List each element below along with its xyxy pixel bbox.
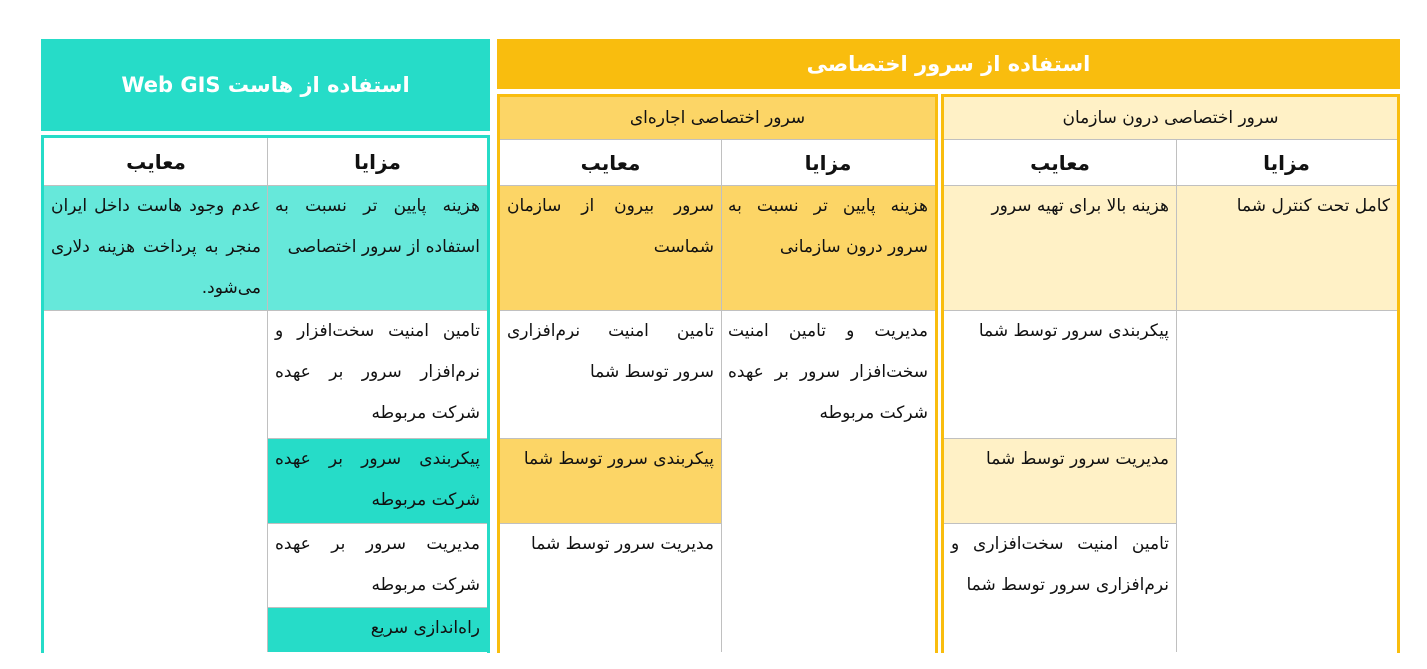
rented-dis-item: تامین امنیت نرم‌افزاری سرور توسط شما — [500, 311, 721, 438]
rented-adv-item: مدیریت و تامین امنیت سخت‌افزار سرور بر عهده شرکت مربوطه — [721, 311, 935, 438]
webgis-dis-item: عدم وجود هاست داخل ایران منجر به پرداخت هزینه دلاری می‌شود. — [44, 186, 268, 310]
inhouse-title: سرور اختصاصی درون سازمان — [944, 97, 1397, 139]
webgis-adv-item: تامین امنیت سخت‌افزار و نرم‌افزار سرور بر عهده شرکت مربوطه — [268, 311, 487, 438]
rented-dis-item: سرور بیرون از سازمان شماست — [500, 186, 721, 310]
rented-dis-header: معایب — [580, 150, 641, 175]
inhouse-dis-header: معایب — [1030, 150, 1090, 175]
inhouse-row-divider — [944, 438, 1176, 439]
rented-col-divider — [721, 140, 722, 652]
inhouse-dis-item: مدیریت سرور توسط شما — [944, 439, 1176, 523]
rented-row-divider — [500, 438, 721, 439]
webgis-title — [41, 39, 490, 131]
rented-dis-item: مدیریت سرور توسط شما — [500, 524, 721, 652]
webgis-row-divider — [44, 185, 487, 186]
rented-title: سرور اختصاصی اجاره‌ای — [500, 97, 935, 139]
inhouse-adv-header: مزایا — [1263, 150, 1310, 175]
rented-row-divider — [500, 185, 935, 186]
rented-row-divider — [500, 139, 935, 140]
webgis-adv-item: پیکربندی سرور بر عهده شرکت مربوطه — [268, 439, 487, 523]
webgis-adv-item: مدیریت سرور بر عهده شرکت مربوطه — [268, 524, 487, 607]
main-title — [497, 39, 1400, 89]
webgis-dis-header: معایب — [126, 149, 186, 174]
rented-dis-item: پیکربندی سرور توسط شما — [500, 439, 721, 523]
inhouse-row-divider — [944, 523, 1176, 524]
webgis-row-divider — [268, 523, 487, 524]
rented-adv-header: مزایا — [804, 150, 852, 175]
webgis-row-divider — [268, 438, 487, 439]
inhouse-dis-item: تامین امنیت سخت‌افزاری و نرم‌افزاری سرور توسط شما — [944, 524, 1176, 652]
rented-row-divider — [500, 310, 935, 311]
webgis-row-divider — [268, 607, 487, 608]
webgis-adv-header: مزایا — [354, 149, 401, 174]
webgis-title-text: استفاده از هاست Web GIS — [121, 73, 410, 97]
inhouse-row-divider — [944, 310, 1397, 311]
inhouse-row-divider — [944, 139, 1397, 140]
inhouse-adv-item: کامل تحت کنترل شما — [1176, 186, 1397, 310]
webgis-adv-item: هزینه پایین تر نسبت به استفاده از سرور اختصاصی — [268, 186, 487, 310]
webgis-col-divider — [267, 138, 268, 652]
rented-row-divider — [500, 523, 721, 524]
main-title-text: استفاده از سرور اختصاصی — [806, 52, 1091, 76]
inhouse-dis-item: پیکربندی سرور توسط شما — [944, 311, 1176, 438]
inhouse-row-divider — [944, 185, 1397, 186]
inhouse-col-divider — [1176, 140, 1177, 652]
webgis-adv-item: راه‌اندازی سریع — [268, 608, 487, 652]
inhouse-dis-item: هزینه بالا برای تهیه سرور — [944, 186, 1176, 310]
webgis-row-divider — [44, 310, 487, 311]
rented-adv-item: هزینه پایین تر نسبت به سرور درون سازمانی — [721, 186, 935, 310]
